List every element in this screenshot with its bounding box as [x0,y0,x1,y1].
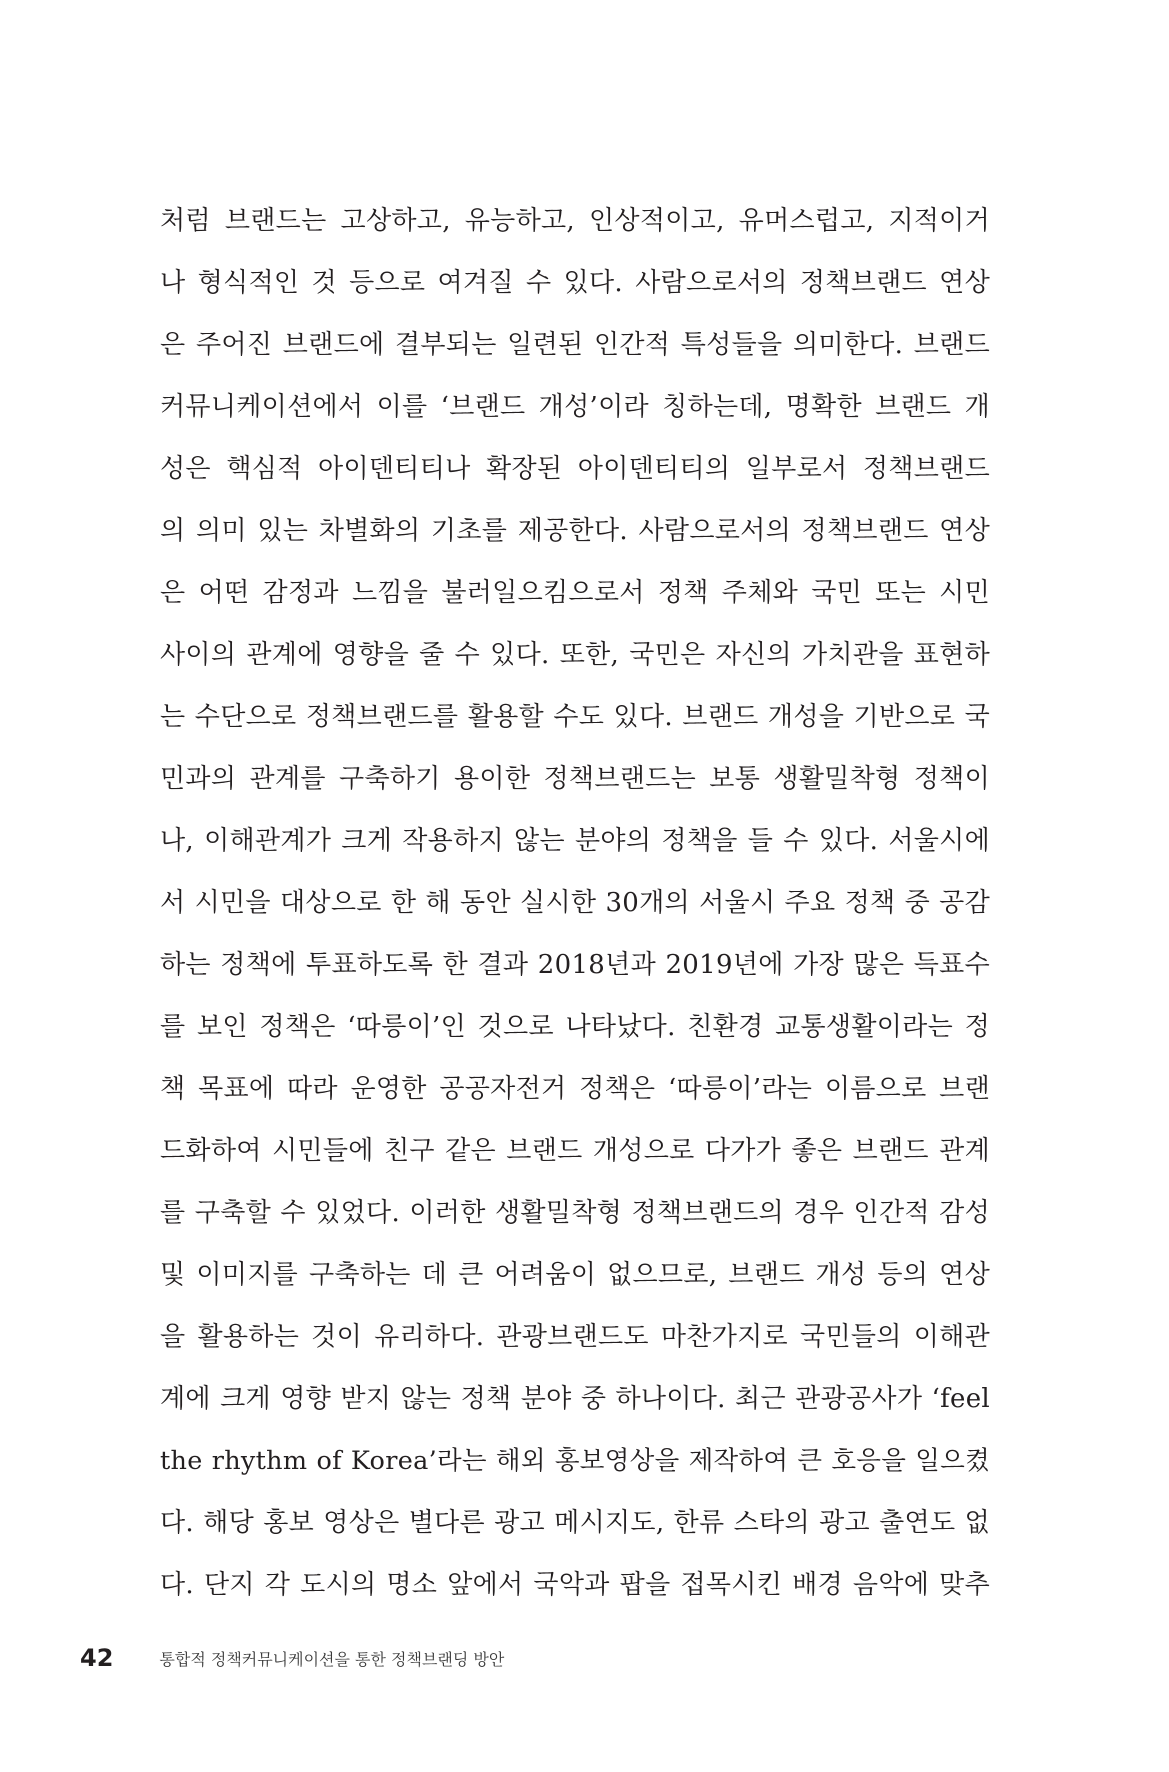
text-line: 나 형식적인 것 등으로 여겨질 수 있다. 사람으로서의 정책브랜드 연상 [160,268,990,298]
text-line: 드화하여 시민들에 친구 같은 브랜드 개성으로 다가가 좋은 브랜드 관계 [160,1136,990,1166]
page-number: 42 [80,1644,114,1672]
text-line: 성은 핵심적 아이덴티티나 확장된 아이덴티티의 일부로서 정책브랜드 [160,454,990,484]
text-line: 은 어떤 감정과 느낌을 불러일으킴으로서 정책 주체와 국민 또는 시민 [160,578,990,608]
text-line: 책 목표에 따라 운영한 공공자전거 정책은 ‘따릉이’라는 이름으로 브랜 [160,1074,990,1104]
text-line: 는 수단으로 정책브랜드를 활용할 수도 있다. 브랜드 개성을 기반으로 국 [160,702,990,732]
text-line: 를 보인 정책은 ‘따릉이’인 것으로 나타났다. 친환경 교통생활이라는 정 [160,1012,990,1042]
text-line: 은 주어진 브랜드에 결부되는 일련된 인간적 특성들을 의미한다. 브랜드 [160,330,990,360]
text-line: 처럼 브랜드는 고상하고, 유능하고, 인상적이고, 유머스럽고, 지적이거 [160,206,990,236]
text-line: 하는 정책에 투표하도록 한 결과 2018년과 2019년에 가장 많은 득표수 [160,950,990,980]
running-title: 통합적 정책커뮤니케이션을 통한 정책브랜딩 방안 [159,1649,505,1669]
text-line: 커뮤니케이션에서 이를 ‘브랜드 개성’이라 칭하는데, 명확한 브랜드 개 [160,392,990,422]
text-line: the rhythm of Korea’라는 해외 홍보영상을 제작하여 큰 호응을 일으켰 [160,1446,990,1476]
text-line: 나, 이해관계가 크게 작용하지 않는 분야의 정책을 들 수 있다. 서울시에 [160,826,990,856]
page-footer [80,1638,504,1678]
text-line: 다. 해당 홍보 영상은 별다른 광고 메시지도, 한류 스타의 광고 출연도 없 [160,1508,990,1538]
body-paragraph [160,190,990,1616]
text-line: 계에 크게 영향 받지 않는 정책 분야 중 하나이다. 최근 관광공사가 ‘feel [160,1384,990,1414]
text-line: 사이의 관계에 영향을 줄 수 있다. 또한, 국민은 자신의 가치관을 표현하 [160,640,990,670]
text-line: 다. 단지 각 도시의 명소 앞에서 국악과 팝을 접목시킨 배경 음악에 맞추 [160,1570,990,1600]
text-line: 서 시민을 대상으로 한 해 동안 실시한 30개의 서울시 주요 정책 중 공감 [160,888,990,918]
text-line: 을 활용하는 것이 유리하다. 관광브랜드도 마찬가지로 국민들의 이해관 [160,1322,990,1352]
text-line: 민과의 관계를 구축하기 용이한 정책브랜드는 보통 생활밀착형 정책이 [160,764,990,794]
text-line: 및 이미지를 구축하는 데 큰 어려움이 없으므로, 브랜드 개성 등의 연상 [160,1260,990,1290]
text-line: 를 구축할 수 있었다. 이러한 생활밀착형 정책브랜드의 경우 인간적 감성 [160,1198,990,1228]
text-line: 의 의미 있는 차별화의 기초를 제공한다. 사람으로서의 정책브랜드 연상 [160,516,990,546]
